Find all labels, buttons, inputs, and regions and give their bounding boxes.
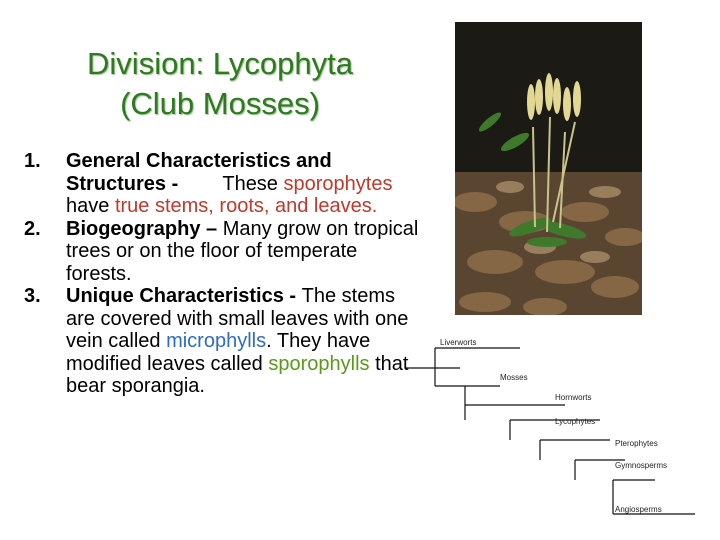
clade-label-lycophytes: Lycophytes <box>555 417 596 426</box>
item-number: 1. <box>24 150 41 172</box>
clade-label-hornworts: Hornworts <box>555 393 592 402</box>
item-heading: Unique Characteristics - <box>66 285 302 307</box>
item-term: sporophylls <box>268 352 370 375</box>
title-line-2: (Club Mosses) <box>120 86 320 121</box>
item-text: that bear sporangia. <box>66 352 409 397</box>
item-text: have <box>66 195 115 217</box>
clade-label-liverworts: Liverworts <box>440 338 477 347</box>
item-heading: General Characteristics and Structures - <box>66 150 332 195</box>
list-item <box>20 218 420 286</box>
item-text: Many grow on tropical trees or on the floor of temperate forests. <box>66 217 419 285</box>
cladogram <box>405 330 705 525</box>
item-text: . They have modified leaves called <box>66 330 371 375</box>
club-moss-photo <box>455 22 642 315</box>
list-item <box>20 285 420 398</box>
item-text: These <box>183 172 284 195</box>
item-text: The stems are covered with small leaves with one vein called <box>66 285 409 352</box>
title-line-1: Division: Lycophyta <box>87 46 353 81</box>
clade-label-pterophytes: Pterophytes <box>615 439 658 448</box>
item-number: 3. <box>24 285 41 307</box>
item-heading: Biogeography – <box>66 217 223 240</box>
item-number: 2. <box>24 217 41 240</box>
clade-label-gymnosperms: Gymnosperms <box>615 461 668 470</box>
clade-label-angiosperms: Angiosperms <box>615 505 662 514</box>
list-item <box>20 150 420 218</box>
item-term: microphylls <box>166 330 267 352</box>
item-term: sporophytes <box>283 172 393 195</box>
clade-label-mosses: Mosses <box>500 373 528 382</box>
item-term: true stems, roots, and leaves. <box>114 195 378 217</box>
slide-title <box>40 44 400 124</box>
characteristics-list <box>20 150 420 398</box>
